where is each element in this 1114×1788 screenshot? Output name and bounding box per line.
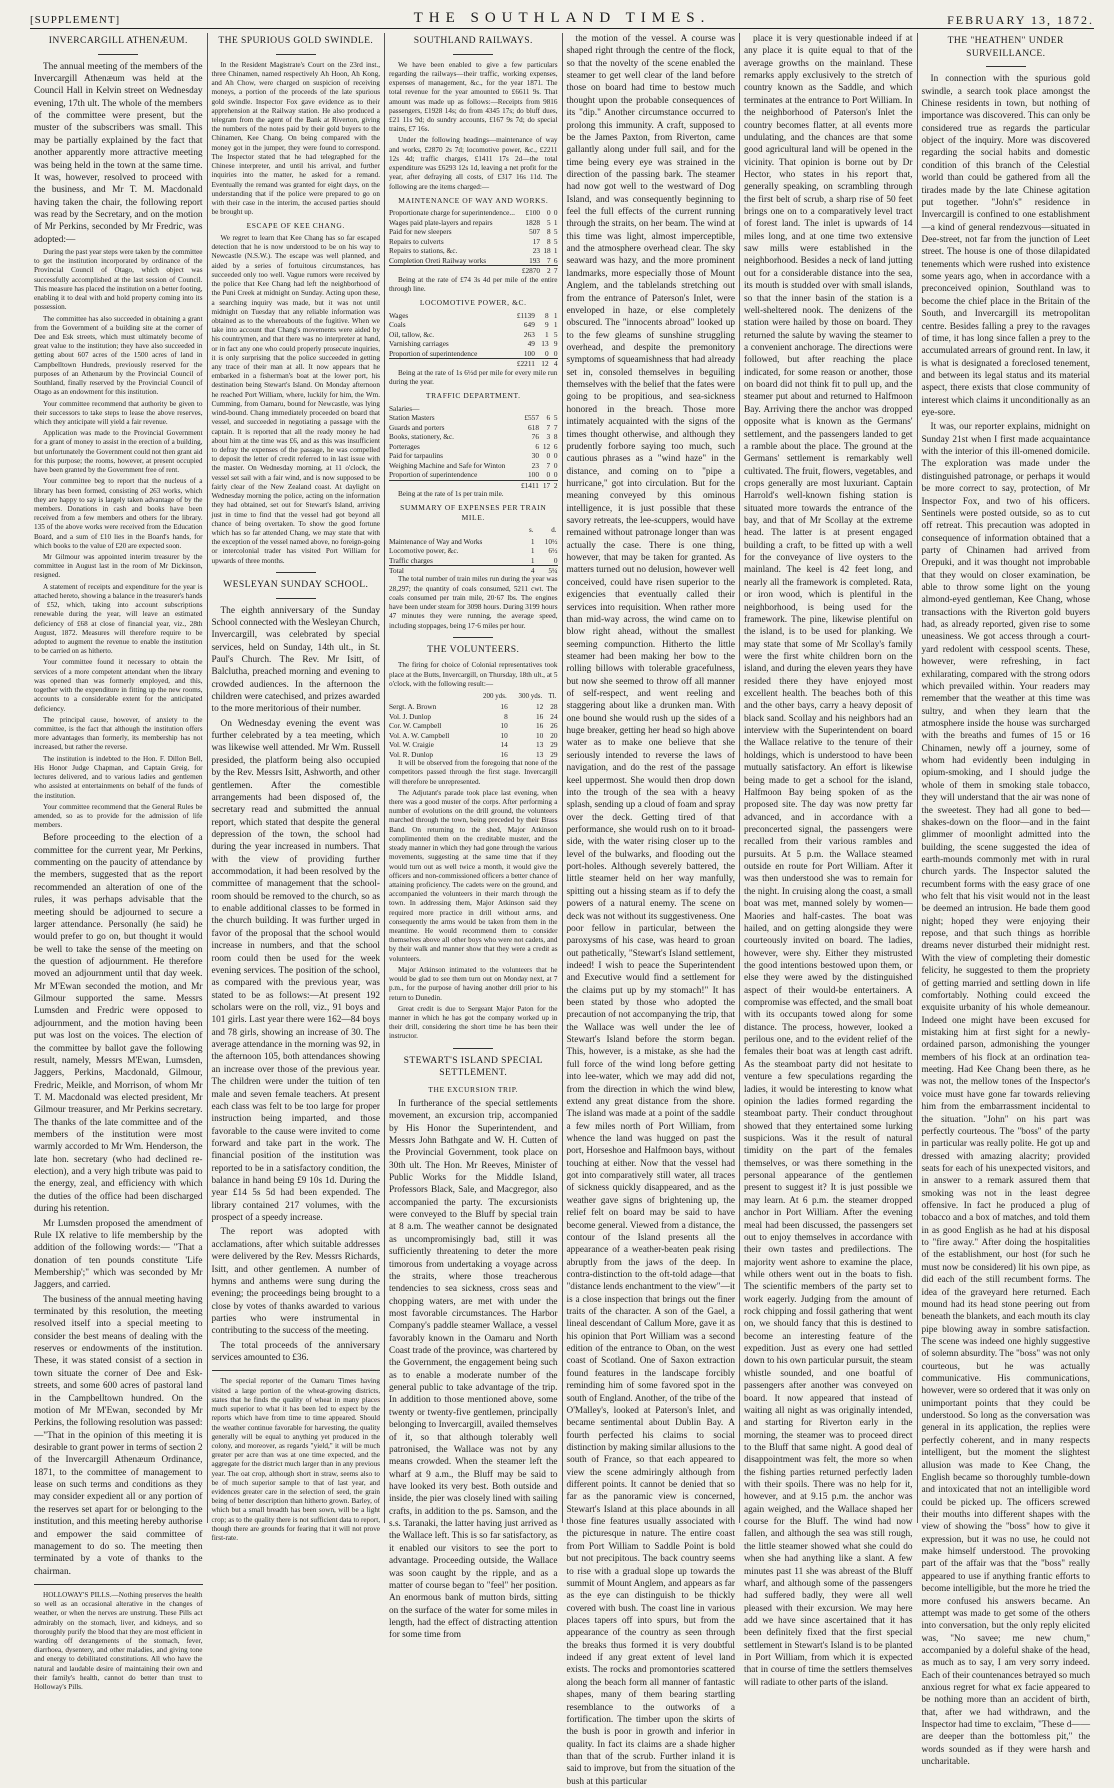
paragraph: The firing for choice of Colonial representatives took place at the Butts, Invercargill, on Thursday, 18th ult., at 5 o'clock, with the following result:— xyxy=(389,661,558,688)
paragraph: place it is very questionable indeed if at any place it is quite equal to that of the average growths on the mainland. These remarks apply exclusively to the stretch of country known as the Saddle, and which terminates at the entrance to Port William. In the neighborhood of Paterson's Inlet the country becomes flatter, at all events more undulating, and the chances are that some good agricultural land will be opened in the vicinity. That opinion is borne out by Dr Hector, who states in his report that, generally speaking, on scrambling through the first belt of scrub, a sharp rise of 50 feet brings one on to a comparatively level tract of forest land. The inlet is upwards of 14 miles long, and at one time two extensive saw mills were established in the neighborhood. Besides a neck of land jutting out for a considerable distance into the sea, its mouth is studded over with small islands, so that the inner basin of the station is a well-sheltered nook. The denizens of the station were hailed by those on board. They returned the salute by waving the steamer to a convenient anchorage. The directions were followed, but after reaching the place indicated, for some reason or another, those on board did not think fit to pull up, and the steamer put about and returned to Halfmoon Bay. Arriving there the anchor was dropped opposite what is known as the Germans' settlement, and the passengers landed to get a ramble about the place. The ground at the Germans' settlement is remarkably well cultivated. The fruit, flowers, vegetables, and crops generally are most luxuriant. Captain Harrold's well-known fishing station is situated more towards the entrance of the bay, and that of Mr Scollay at the extreme head. The latter is at present engaged building a craft, to be fitted up with a well for the conveyance of live oysters to the mainland. The keel is 42 feet long, and nearly all the framework is completed. Rata, or iron wood, which is plentiful in the neighborhood, is being used for the framework. The pine, likewise plentiful on the island, is to be used for planking. We may state that some of Mr Scollay's family were the first white children born on the island, and during the eleven years they have resided there they have enjoyed most excellent health. The beaches both of this and the other bays, carry a heavy deposit of black sand. Scollay and his neighbors had an interview with the Superintendent on board the Wallace relative to the tenure of their holdings, which is understood to have been mutually satisfactory. An effort is likewise being made to get a school for the island, Halfmoon Bay being spoken of as the proposed site. The day was now pretty far advanced, and in accordance with a preconcerted signal, the passengers were recalled from their various rambles and pursuits. At 5 p.m. the Wallace steamed outside en route for Port William. After it was then understood she was to remain for the night. In cruising along the coast, a small boat was met, manned solely by women—Maories and half-castes. The boat was hailed, and on getting alongside they were courteously invited on board. The ladies, however, were shy. Either they mistrusted the good intentions bestowed upon them, or else they were awed by the distinguished aspect of their would-be entertainers. A compromise was effected, and the small boat with its occupants towed along for some distance. The process, however, looked a perilous one, and to the evident relief of the females their boat was at length cast adrift. As the steamboat party did not hesitate to venture a few speculations regarding the ladies, it would be interesting to know what opinion the ladies formed regarding the steamboat party. Their conduct throughout showed that they entertained some lurking suspicions. Was it the result of natural timidity on the part of the females themselves, or was there something in the personal appearance of the gentlemen present to suggest it? It is just possible we may learn. At 6 p.m. the steamer dropped anchor in Port William. After the evening meal had been discussed, the passengers set out to enjoy themselves in accordance with their own tastes and predilections. The majority went ashore to examine the place, while others went out in the boats to fish. The scientific members of the party set to work eagerly. Judging from the amount of rock chipping and fossil gathering that went on, we should fancy that this is destined to become an interesting feature of the expedition. Just as every one had settled down to his own particular pursuit, the steam whistle sounded, and one boatful of passengers after another was conveyed on board. It now appeared that instead of waiting all night as was originally intended, and starting for Riverton early in the morning, the steamer was to proceed direct to the Bluff that same night. A good deal of disappointment was felt, the more so when the fishing parties returned perfectly laden with their spoils. There was no help for it, however, and at 9.15 p.m. the anchor was again weighed, and the Wallace shaped her course for the Bluff. The wind had now fallen, and although the sea was still rough, the little steamer showed what she could do when she had anything like a slant. A few minutes past 11 she was abreast of the Bluff wharf, and although some of the passengers had suffered badly, they were all well pleased with their excursion. We may here add we have since ascertained that it has been definitely fixed that the first special settlement in Stewart's Island is to be planted in Port William, from which it is expected that in course of time the settlers themselves will radiate to other parts of the island. xyxy=(744,34,913,1688)
table-cell-value: 1 xyxy=(553,320,558,330)
table-cell-value: 1 xyxy=(530,546,535,556)
table-cell-value: 1 xyxy=(530,536,535,546)
table-cell-label xyxy=(389,359,507,369)
paragraph: The annual meeting of the members of the Invercargill Athenæum was held at the Council Hall in Kelvin street on Wednesday evening, 17th ult. The whole of the members of the committee were present, but the muster of the subscribers was small. This may be partially explained by the fact that another apparently more attractive meeting was being held in the town at the same time. It was, however, resolved to proceed with the business, and Mr T. M. Macdonald having taken the chair, the following report was read by the Secretary, and on the motion of Mr Perkins, seconded by Mr Fredric, was adopted:— xyxy=(34,61,203,245)
table-cell-label: Repairs to stations, &c. xyxy=(389,246,458,256)
table-cell-label: Completion Oreti Railway works xyxy=(389,255,487,265)
table-header-cell: 300 yds. xyxy=(518,692,543,701)
table-row xyxy=(389,432,558,441)
paragraph: During the past year steps were taken by the committee to get the institution incorporated by ordinance of the Provincial Council of Otago, which object was successfully accomplished at the last session of Council. This measure has placed the institution on a better footing, enabling it to deal with and hold property coming into its possession. xyxy=(34,248,203,312)
column-3 xyxy=(385,33,563,1641)
table-row xyxy=(389,320,558,329)
table-row xyxy=(389,750,558,759)
divider xyxy=(453,54,493,55)
table-cell-label: Coals xyxy=(389,320,406,330)
table-row xyxy=(389,702,558,711)
table-cell-value: 17 xyxy=(532,236,541,246)
table-cell-label: Varnishing carriages xyxy=(389,339,449,349)
advert-text: HOLLOWAY'S PILLS.—Nothing preserves the health so well as an occasional alterative in the changes of weather, or when the nerves are unstrung. These Pills act admirably on the stomach, liver, and kidneys, and so thoroughly purify the blood that they are most efficient in warding off derangements of the stomach, fever, diarrhoea, dysentery, and other maladies, and giving tone and energy to debilitated constitutions. All who have the natural and laudable desire of maintaining their own and their family's health, cannot do better than trust to Holloway's Pills. xyxy=(34,1590,203,1692)
table-row xyxy=(389,256,558,266)
table-cell-value: 263 xyxy=(523,329,535,339)
divider xyxy=(453,637,493,638)
table-row xyxy=(389,227,558,236)
table-cell-label: Proportion of superintendence xyxy=(389,348,478,358)
table-cell-label: Oil, tallow, &c. xyxy=(389,329,435,339)
table-cell-value: £100 xyxy=(525,208,541,218)
paragraph: It was, our reporter explains, midnight on Sunday 21st when I first made acquaintance with the interior of this ill-omened domicile. The exploration was made under the distinguished patronage, or perhaps it would be more correct to say, protection, of Mr Inspector Fox, and two of his officers. Sentinels were posted outside, so as to cut off retreat. This precaution was adopted in consequence of information obtained that a party of Chinamen had arrived from Orepuki, and it was thought not improbable that they would on closer examination, be able to throw some light on the young almond-eyed gentleman, Kee Chang, whose transactions with the Riverton gold buyers had, as already reported, given rise to some uneasiness. We got access through a court-yard redolent with cesspool scents. These, however, were refreshing, in fact exhilarating, compared with the strong odors which prevailed within. Your readers may remember that the weather at this time was sultry, and when they learn that the atmosphere inside the house was surcharged with the breaths and fumes of 15 or 16 Chinamen, newly off a journey, some of whom had evidently been indulging in opium-smoking, and I should judge the whole of them in smoking stale tobacco, they will understand that the air was none of the sweetest. They had all gone to bed—shakes-down on the floor—and in the faint glimmer of moonlight admitted into the building, the scene suggested the idea of earth-mounds commonly met with in rural church yards. The Inspector saluted the recumbent forms with the easy grace of one who felt that his visit would not in the least be deemed an intrusion. He bade them good night; hoped they were enjoying their repose, and that such things as horrible dreams never disturbed their midnight rest. With the view of completing their domestic felicity, he suggested to them the propriety of getting married and settling down in life comfortably. Nothing could exceed the exquisite urbanity of his whole demeanour. Indeed one might have been excused for mistaking him at first sight for a newly-ordained parson, admonishing the younger members of his flock at an ordination tea-meeting. Had Kee Chang been there, as he was not, the mellow tones of the Inspector's voice must have gone far towards relieving him from the embarrassment incidental to the situation. "John" on his part was perfectly courteous. The "boss" of the party in particular was really polite. He got up and dressed with amazing alacrity; provided seats for each of his unexpected visitors, and in answer to a remark assured them that smoking was not in the least degree offensive. In fact he produced a plug of tobacco and a box of matches, and told them in as good English as he had at his disposal to "fire away." After doing the hospitalities of the establishment, our host (for such he must now be considered) lit his own pipe, as did each of the still recumbent forms. The idea of the graveyard here returned. Each mound had its head stone peering out from beneath the blankets, and each mouth its clay pipe blowing away in sombre satisfaction. The scene was indeed one highly suggestive of solemn absurdity. The "boss" was not only courteous, but he was actually communicative. His communications, however, were so ordered that it was only on unimportant points that they could be understood. So long as the conversation was general in its application, the replies were perfectly coherent, and in many respects intelligent, but the moment the slightest allusion was made to Kee Chang, the English became so thoroughly tumble-down and intoxicated that not an intelligible word could be picked up. The officers screwed their mouths into different shapes with the view of showing the "boss" how to give it expression, but it was no use, he could not make himself understood. The provoking part of the affair was that the "boss" really appeared to use if anything frantic efforts to become intelligible, but the more he tried the more confused his answers became. An attempt was made to get some of the others into conversation, but the only reply elicited was, "No savee; me new chum," accompanied by a doleful shake of the head, as much as to say, I am very sorry indeed. Each of their countenances betrayed so much anxious regret for what ex facie appeared to be nothing more than an accident of birth, that, after we had withdrawn, and the Inspector had time to exclaim, "These d—— are deeper than the bottomless pit," the words sounded as if they were harsh and uncharitable. xyxy=(921,422,1090,1768)
table-header-cell: d. xyxy=(551,526,557,535)
table-cell-value: 649 xyxy=(523,320,535,330)
table-cell-value: 100 xyxy=(523,348,535,358)
table-row xyxy=(389,565,558,575)
table-cell-label: Porterages xyxy=(389,441,420,451)
article-body xyxy=(34,832,203,1578)
table-body xyxy=(389,702,558,759)
paragraph: In furtherance of the special settlements movement, an excursion trip, accompanied by His Honor the Superintendent, and Messrs John Bathgate and W. H. Cutten of the Provincial Government, took place on 30th ult. The Hon. Mr Reeves, Minister of Public Works for the Middle Island, Professors Black, Sale, and Macgregor, also accompanied the party. The excursionists were conveyed to the Bluff by special train at 8 a.m. The weather cannot be designated as uncompromisingly bad, still it was sufficiently threatening to deter the more timorous from undertaking a voyage across the straits, where those treacherous tendencies to sea sickness, cross seas and chopping waters, are met with under the most favorable circumstances. The Harbor Company's paddle steamer Wallace, a vessel favorably known in the Oamaru and North Coast trade of the province, was chartered by the Government, the engagement being such as to enable a moderate number of the general public to take advantage of the trip. In addition to those mentioned above, some twenty or twenty-five gentlemen, principally belonging to Invercargill, availed themselves of it, so that although tolerably well patronised, the Wallace was not by any means crowded. When the steamer left the wharf at 9 a.m., the Bluff may be said to have looked its very best. Both outside and inside, the pier was closely lined with sailing crafts, in addition to the ps. Samson, and the s.s. Taranaki, the latter having just arrived as the Wallace left. This is so far satisfactory, as it enabled our visitors to see the port to advantage. Proceeding outside, the Wallace was soon caught by the ripple, and as a matter of course began to "feel" her position. An enormous bank of mutton birds, sitting on the surface of the water for some miles in length, had the effect of distracting attention for some time from xyxy=(389,1098,558,1641)
table-header-row xyxy=(389,691,558,702)
paragraph: Mr Lumsden proposed the amendment of Rule IX relative to life membership by the addition of the following words:— "That a donation of ten pounds constitute 'Life Membership';" which was seconded by Mr Jaggers, and carried. xyxy=(34,1218,203,1291)
newspaper-title: THE SOUTHLAND TIMES. xyxy=(413,10,711,26)
table-cell-value: 10 xyxy=(500,721,508,731)
masthead xyxy=(30,8,1094,29)
table-heading: SUMMARY OF EXPENSES PER TRAIN MILE. xyxy=(400,503,547,522)
subheading: ESCAPE OF KEE CHANG. xyxy=(246,221,345,231)
article-body xyxy=(212,1377,381,1543)
athenaeum-report xyxy=(34,248,203,830)
table-cell-value: 5 xyxy=(553,413,558,423)
table-cell-value: 1 xyxy=(530,555,535,565)
table-cell-value: 1 xyxy=(553,217,558,227)
table-cell-value: 13 xyxy=(535,740,544,750)
paragraph: Your committee recommend that authority be given to their successors to take steps to lease the above reserves, which they anticipate will yield a fair revenue. xyxy=(34,399,203,426)
column-1 xyxy=(30,33,208,1692)
article-body xyxy=(212,61,381,566)
table-row xyxy=(389,740,558,749)
table-cell-value: £1411 xyxy=(516,480,539,490)
table-cell-label: Wages paid plate-layers and repairs xyxy=(389,217,493,227)
divider xyxy=(276,54,316,55)
article-title-volunteers: THE VOLUNTEERS. xyxy=(427,643,520,655)
table-row xyxy=(389,721,558,730)
paragraph: Before proceeding to the election of a committee for the current year, Mr Perkins, commenting on the paucity of attendance by the members, suggested that as the report recommended an alteration of one of the rules, it was perhaps advisable that the meeting should be adjourned to secure a larger attendance. Personally (he said) he would prefer to go on, but thought it would be well to take the sense of the meeting on the question of adjournment. He therefore moved an adjournment until that day week. Mr M'Ewan seconded the motion, and Mr Gilmour supported the same. Messrs Lumsden and Fredric were opposed to adjournment, and the motion having been put was lost on the voices. The election of the committee by ballot gave the following result, namely, Messrs M'Ewan, Lumsden, Jaggers, Perkins, Macdonald, Gilmour, Fredric, Meikle, and Morrison, of whom Mr T. M. Macdonald was elected president, Mr Gilmour treasurer, and Mr Perkins secretary. The thanks of the late committee and of the members of the institution were most warmly accorded to Mr Wm. Henderson, the late hon. secretary (who had declined re-election), and a very high tribute was paid to the energy, zeal, and efficiency with which the duties of the office had been discharged during his retention. xyxy=(34,833,203,1215)
table-row xyxy=(389,330,558,339)
table-row xyxy=(389,731,558,740)
table-cell-value: 10 xyxy=(500,730,508,740)
article-title-gold-swindle: THE SPURIOUS GOLD SWINDLE. xyxy=(218,35,374,46)
table-row xyxy=(389,556,558,566)
paragraph: The Adjutant's parade took place last evening, when there was a good muster of the corps. After performing a number of evolutions on the drill ground, the volunteers marched through the town, being preceded by their Brass Band. On returning to the shed, Major Atkinson complimented them on the creditable muster, and the steady manner in which they had gone through the various movements, suggesting at the same time that if they would turn out as well twice a month, it would give the officers and non-commissioned officers a better chance of attaining proficiency. The cadets were on the ground, and accompanied the volunteers in their march through the town. In addressing them, Major Atkinson said they required more practice in drill without arms, and consequently the arms would be taken from them in the meantime. He would recommend them to consider themselves above all other boys who were not cadets, and by their walk and manner show that they were a credit as volunteers. xyxy=(389,788,558,963)
paragraph: The institution is indebted to the Hon. F. Dillon Bell, His Honor Judge Chapman, and Captain Greig, for lectures delivered, and to various ladies and gentlemen who assisted at entertainments on behalf of the funds of the institution. xyxy=(34,754,203,800)
table-cell-value: 28 xyxy=(550,702,558,712)
table-cell-value: 12 xyxy=(542,441,551,451)
table-header-cell: 200 yds. xyxy=(483,692,507,701)
table-cell-value: 16 xyxy=(535,721,544,731)
table-cell-value: 5 xyxy=(553,227,558,237)
table-cell-label xyxy=(389,266,518,276)
table-cell-value: 9 xyxy=(544,320,549,330)
paragraph: Your committee found it necessary to obtain the services of a more competent attendant when the library was opened than was formerly employed, and this, together with the expenditure in fitting up the new rooms, accounts to a considerable extent for the anticipated deficiency. xyxy=(34,658,203,713)
table-cell-label: Vol. R. Dunlop xyxy=(389,749,434,759)
paragraph: In connection with the spurious gold swindle, a search took place amongst the Chinese residents in town, but nothing of importance was discovered. This can only be considered true as regards the particular object of the inquiry. More was discovered regarding the social habits and domestic condition of this branch of the Celestial world than could be gathered from all the tirades made by the late Chinese agitation put together. "John's" residence in Invercargill is confined to one establishment—a kind of general rendezvous—situated in Dee-street, not far from the junction of Leet street. The house is one of those dilapidated tenements which were rushed into existence some years ago, when in accordance with a preconceived opinion, Southland was to become the chief place in the Britain of the South, and Invercargill its metropolitan centre. Besides falling a prey to the ravages of time, it has long since fallen a prey to the accumulated arrears of ground rent. In law, it is what is designated a foreclosed tenement, and between its legal status and its material aspect, there exists that close community of interest which claims it unconditionally as an eye-sore. xyxy=(921,74,1090,419)
table-row xyxy=(389,208,558,217)
table-header-cell: Tl. xyxy=(548,692,557,701)
table-row xyxy=(389,712,558,721)
article-title-stewarts-island: STEWART'S ISLAND SPECIAL SETTLEMENT. xyxy=(403,1054,543,1079)
table-cell-value: 1828 xyxy=(525,217,541,227)
column-6 xyxy=(918,33,1095,1768)
table-heading: MAINTENANCE OF WAY AND WORKS. xyxy=(398,195,549,205)
table-cell-value: 14 xyxy=(500,740,508,750)
table-row xyxy=(389,339,558,348)
table-cell-value: 10½ xyxy=(544,536,558,546)
column-4 xyxy=(563,33,741,1787)
table-cell-value: 17 xyxy=(539,480,550,490)
table-cell-value xyxy=(539,404,550,413)
table-cell-value: 193 xyxy=(529,255,541,265)
table-cell-value: 0 xyxy=(553,208,558,218)
paragraph: Your committee beg to report that the nucleus of a library has been formed, consisting of 263 works, which they are happy to say is largely taken advantage of by the members. Donations in cash and books have been received from a few members and others for the library. 135 of the above works were received from the Education Board, and a sum of £10 lies in the Board's hands, for which books to the value of £20 are expected soon. xyxy=(34,477,203,550)
traffic-table xyxy=(389,404,558,490)
table-cell-label: Vol. J. Dunlop xyxy=(389,711,432,721)
table-cell-value: 7 xyxy=(551,266,558,276)
paragraph: The committee has also succeeded in obtaining a grant from the Government of a building site at the corner of Dee and Esk streets, which must ultimately become of great value to the institution; they have also succeeded in getting about 607 acres of the 1500 acres of land in Campbelltown Hundreds, previously reserved for the purposes of an Athenæum by the Provincial Council of Southland, finally reserved by the Provincial Council of Otago as an endowment for this institution. xyxy=(34,314,203,397)
paragraph: On Wednesday evening the event was further celebrated by a tea meeting, which was likewise well attended. Mr Wm. Russell presided, the platform being also occupied by the Rev. Messrs Isitt, Ashworth, and other gentlemen. After the comestible arrangements had been disposed of, the secretary read and submitted the annual report, which stated that despite the general depression of the town, the school had during the year increased in numbers. That with the view of providing further accommodation, it had been resolved by the committee of management that the school-room should be removed to the church, so as to enable additional classes to be formed in the church building. It was further urged in favor of the proposal that the school would increase in numbers, and that the school room could then be used for the week evening services. The position of the school, as compared with the previous year, was stated to be as follows:—At present 192 scholars were on the roll, viz., 91 boys and 101 girls. Last year there were 162—84 boys and 78 girls, showing an increase of 30. The average attendance in the morning was 92, in the afternoon 105, both attendances showing an increase over those of the previous year. The children were under the tuition of ten male and seven female teachers. At present each class was felt to be too large for proper instruction being imparted, and those favorable to the cause were invited to come forward and take part in the work. The financial position of the institution was reported to be in a satisfactory condition, the balance in hand being £9 10s 1d. During the year £14 5s 5d had been expended. The library contained 217 volumes, with the prospect of a speedy increase. xyxy=(211,718,380,1224)
table-row xyxy=(389,461,558,470)
paragraph: Under the following headings—maintenance of way and works, £2870 2s 7d; locomotive power, &c., £2211 12s 4d; traffic charges, £1411 17s 2d—the total expenditure was £6293 12s 1d, leaving a net profit for the year, after defraying all costs, of £317 16s 11d. The following are the items charged:— xyxy=(389,136,558,191)
table-cell-value: 12 xyxy=(535,359,549,369)
table-cell-value: 100 xyxy=(528,470,539,480)
table-heading: LOCOMOTIVE POWER, &C. xyxy=(419,298,527,308)
table-body xyxy=(389,311,558,369)
table-cell-value: 13 xyxy=(541,339,549,349)
table-row xyxy=(389,546,558,555)
table-cell-value: 16 xyxy=(535,711,544,721)
article-title-wesleyan: WESLEYAN SUNDAY SCHOOL. xyxy=(223,578,369,590)
paragraph: Great credit is due to Sergeant Major Paton for the manner in which he has got the company worked up in their drill, considering the short time he has been their instructor. xyxy=(389,1004,558,1041)
table-cell-value: 18 xyxy=(543,246,551,256)
divider xyxy=(276,572,316,573)
table-cell-value: 29 xyxy=(550,749,558,759)
table-cell-label xyxy=(389,480,516,490)
table-row xyxy=(389,470,558,480)
table-cell-value: 0 xyxy=(553,555,558,565)
table-cell-value: 2 xyxy=(550,480,557,490)
table-cell-value: 3 xyxy=(546,432,551,442)
table-header-cell: s. xyxy=(529,526,534,535)
table-cell-label: Cor. W. Campbell xyxy=(389,721,442,731)
divider xyxy=(212,1370,381,1371)
table-cell-value: 24 xyxy=(550,711,558,721)
table-cell-value: 26 xyxy=(550,721,558,731)
table-cell-label: Wages xyxy=(389,310,409,320)
article-body xyxy=(34,61,203,246)
article-body xyxy=(389,1098,558,1642)
paragraph: Application was made to the Provincial Government for a grant of money to assist in the erection of a building, but unfortunately the Government could not then grant aid for this purpose; the rooms, however, at present occupied have been granted by the Government free of rent. xyxy=(34,429,203,475)
table-cell-value: 13 xyxy=(535,749,544,759)
firing-results-table xyxy=(389,691,558,759)
paragraph: The business of the annual meeting having terminated by this resolution, the meeting resolved itself into a special meeting to consider the best means of dealing with the reserves or endowments of the institution. These, it was stated consist of a section in town situate the corner of Dee and Esk-streets, and some 600 acres of pastoral land in the Campbelltown hundred. On the motion of Mr M'Ewan, seconded by Mr Perkins, the following resolution was passed:—"That in the opinion of this meeting it is desirable to grant power in terms of section 2 of the Invercargill Athenæum Ordinance, 1871, to the committee of management to lease on such terms and conditions as they may consider expedient all or any portion of the reserves set apart for or belonging to the institution, and this meeting hereby authorise and empower the said committee of management to do so. The meeting then terminated by a vote of thanks to the chairman. xyxy=(34,1294,203,1577)
table-cell-value: 0 xyxy=(553,348,558,358)
table-row xyxy=(389,423,558,432)
paragraph: Being at the rate of 1s 6½d per mile for every mile run during the year. xyxy=(389,368,558,386)
divider xyxy=(453,1048,493,1049)
paragraph: The total proceeds of the anniversary services amounted to £36. xyxy=(211,1340,380,1364)
column-5 xyxy=(740,33,918,1688)
table-cell-value: 8 xyxy=(544,310,549,320)
table-cell-value: 0 xyxy=(553,470,558,480)
table-cell-value: 5 xyxy=(553,236,558,246)
table-cell-label: Station Masters xyxy=(389,413,435,423)
divider xyxy=(34,1584,203,1585)
table-cell-value: 20 xyxy=(550,730,558,740)
paragraph: A statement of receipts and expenditure for the year is attached hereto, showing a balance in the treasurer's hands of £52, which, taking into account subscriptions renewable during the year, will leave an estimated deficiency of £68 at close of financial year, viz., 28th August, 1872. Measures will therefore require to be adopted to augment the revenue to enable the institution to be carried on as hitherto. xyxy=(34,582,203,656)
table-heading: TRAFFIC DEPARTMENT. xyxy=(425,391,521,401)
paragraph: We have been enabled to give a few particulars regarding the railways—their traffic, working expenses, expenses of management, &c., for the year 1871. The total revenue for the year amounted to £6611 9s. That amount was made up as follows:—Receipts from 9816 passengers, £1928 14s; do from 4345 17s; do bluff dues, £21 11s 9d; do sundry accounts, £167 9s 7d; do special trains, £7 16s. xyxy=(389,60,558,134)
paragraph: The total number of train miles run during the year was 28,297; the quantity of coals consumed, 5211 cwt. The coals consumed per train mile, 20·67 lbs. The engines have been under steam for 3098 hours. During 3199 hours 47 minutes they were running, the average speed, including stoppages, being 17·6 miles per hour. xyxy=(389,575,558,630)
table-cell-value: 2 xyxy=(540,266,551,276)
table-row xyxy=(389,246,558,255)
table-cell-label: Proportionate charge for superintendence... xyxy=(389,208,515,218)
table-row xyxy=(389,404,558,413)
table-cell-label: Books, stationery, &c. xyxy=(389,432,454,442)
table-cell-value: 0 xyxy=(553,451,558,461)
article-title-railways: SOUTHLAND RAILWAYS. xyxy=(413,35,533,46)
table-cell-value: 6 xyxy=(546,413,551,423)
table-cell-value: 0 xyxy=(546,470,551,480)
table-cell-label: Repairs to culverts xyxy=(389,236,444,246)
table-cell-value: 16 xyxy=(500,702,508,712)
table-cell-value: 8 xyxy=(546,236,551,246)
issue-date: FEBRUARY 13, 1872. xyxy=(947,13,1094,27)
table-cell-value: 5 xyxy=(546,217,551,227)
table-cell-value: 0 xyxy=(546,208,551,218)
table-cell-value: 5 xyxy=(553,329,558,339)
table-cell-value: 8 xyxy=(546,227,551,237)
paragraph: the motion of the vessel. A course was shaped right through the centre of the flock, so that the novelty of the scene enabled the steamer to get well clear of the land before those on board had time to bestow much thought upon the probable consequences of its "dip." Another circumstance occurred to prolong this immunity. A craft, supposed to be the James Paxton, from Riverton, came gallantly along under full sail, and for the time being every eye was strained in the direction of the passing bark. The steamer had now got well to the westward of Dog Island, and was consequently beginning to feel the full effects of the current running through the straits, on her beam. The wind at this time was light, almost imperceptible, and the atmosphere overhead clear. The sky seaward was hazy, and the more prominent landmarks, more especially those of Mount Anglem, and the tablelands stretching out from the entrance of Paterson's Inlet, were enveloped in haze, or else completely obscured. The "innocents abroad" looked up to the few gleams of sunshine struggling overhead, and despite the premonitory symptoms of squeamishness that had already set in, consoled themselves in beguiling themselves with the belief that the fates were going to be propitious, and sea-sickness honored in the breach. Those more intimately acquainted with the signs of the times thought otherwise, and although they prudently forbore saying too much, such cautious phrases as a "wind haze" in the distance, and coming on to "pipe a hurricane," got into circulation. But for the meaning conveyed by this ominous intelligence, it is just possible that these savory retreats, the lee-scuppers, would have remained without patronage longer than was actually the case. There is one thing, however, that may be taken for granted. As matters turned out no delusion, however well conceived, could have risen superior to the exigencies that eventually called their services into requisition. When rather more than mid-way across, the wind came on to blow right ahead, without the smallest seeming compunction. Hitherto the little steamer had been making her bow to the rolling billows with tolerable gracefulness, but now she seemed to throw off all manner of self-respect, and went reeling and staggering about like a drunken man. With one bound she would rush up the sides of a huge breaker, getting her head so high above water as to make one believe that she seriously intended to reverse the laws of navigation, and do the rest of the passage keel uppermost. She would then drop down into the trough of the sea with a heavy splash, sending up a cloud of foam and spray over the deck. Getting tired of that performance, she would rush on to it broad-side, with the water rising closer up to the level of the bulwarks, and flooding out the port-holes. Although severely battered, the little steamer held on her way manfully, spitting out a hissing steam as if to defy the powers of a natural enemy. The scene on deck was not without its suggestiveness. One poor fellow in particular, between the paroxysms of his case, was heard to groan out pathetically, "Stewart's Island settlement, indeed! I wish to peace the Superintendent and Executive would find a settlement for the claims put up by my stomach!" It has been stated by those who adopted the precaution of not accompanying the trip, that the Wallace was well under the lee of Stewart's Island before the storm began. This, however, is a mistake, as she had the full force of the wind long before getting into lee-water, which we may add did not, from the direction in which the wind blew, extend any great distance from the shore. The island was made at a point of the saddle a few miles north of Port William, from whence the land was hugged on past the port, Horseshoe and Halfmoon bays, without touching at either. Now that the vessel had got into comparatively still water, all traces of sickness quickly disappeared, and as the weather gave signs of brightening up, the relief felt on board may be said to have become general. Viewed from a distance, the contour of the Island presents all the appearance of a weather-beaten peak rising abruptly from the jaws of the deep. In contra-distinction to the oft-told adage—that "distance lends enchantment to the view"—it is a close inspection that brings out the finer traits of the character. A son of the Gael, a lineal descendant of Callum More, gave it as his opinion that Port William was a second edition of the entrance to Oban, on the west coast of Scotland. One of Saxon extraction found features in the landscape forcibly reminding him of some favored spot in the south of England. Another, of the tribe of the O'Malley's, looked at Paterson's Inlet, and became sentimental about Dublin Bay. A fourth perfected his claims to social distinction by making similar allusions to the south of France, so that each appeared to view the scene admiringly although from different points. It cannot be denied that so far as the panoramic view is concerned, Stewart's Island at this place abounds in all those fine features usually associated with the picturesque in nature. The entire coast from Port William to Saddle Point is bold but not precipitous. The back country seems to rise with a gradual slope up towards the summit of Mount Anglem, and appears as far as the eye can distinguish to be thickly covered with bush. The coast line in various places tapers off into spurs, but from the appearance of the country as seen through the breaks thus formed it is very doubtful indeed if any great extent of level land exists. The rocks and promontories scattered along the beach form all manner of fantastic shapes, many of them bearing startling resemblance to the outworks of a fortification. The timber upon the skirts of the bush is poor in growth and inferior in quality. In fact its claims are a shade higher than that of the scrub. Further inland it is said to improve, but from the situation of the bush at this particular xyxy=(566,34,735,1787)
table-header-cell xyxy=(389,691,472,702)
table-cell-value: 1 xyxy=(553,246,558,256)
table-row xyxy=(389,237,558,246)
article-body xyxy=(389,61,558,631)
table-cell-value: 8 xyxy=(553,432,558,442)
table-cell-value: 6 xyxy=(553,441,558,451)
paragraph: Your committee recommend that the General Rules be amended, so as to provide for the admission of life members. xyxy=(34,802,203,830)
table-cell-label: Vol. A. W. Campbell xyxy=(389,730,450,740)
table-cell-value: 1 xyxy=(544,329,549,339)
table-row xyxy=(389,349,558,359)
subheading: THE EXCURSION TRIP. xyxy=(428,1084,519,1094)
table-cell-label: Guards and porters xyxy=(389,422,445,432)
table-cell-label: Maintenance of Way and Works xyxy=(389,536,483,546)
article-title-heathen: THE "HEATHEN" UNDER SURVEILLANCE. xyxy=(947,35,1064,59)
table-cell-value: 0 xyxy=(553,460,558,470)
article-body xyxy=(922,73,1091,1768)
table-header-row xyxy=(389,525,558,536)
table-cell-value xyxy=(550,404,557,413)
table-row xyxy=(389,451,558,460)
table-cell-value: 7 xyxy=(553,422,558,432)
table-cell-label: Paid for tarpaulins xyxy=(389,451,443,461)
table-cell-value: 7 xyxy=(546,255,551,265)
table-cell-value: 5¼ xyxy=(535,565,558,575)
table-cell-value: 507 xyxy=(529,227,541,237)
paragraph: Mr Gilmour was appointed interim treasurer by the committee in August last in the room of Mr Dickinson, resigned. xyxy=(34,553,203,580)
paragraph: We regret to learn that Kee Chang has so far escaped detection that he is now understood to be on his way to Newcastle (N.S.W.). The escape was well planned, and aided by a series of fortuitous circumstances, has succeeded only too well. Vague rumors were received by the police that Kee Chang had left the neighborhood of the Puni Creek at midnight on Sunday. Acting upon these, a searching inquiry was made, but it was not until midnight on Tuesday that any reliable information was obtained as to the whereabouts of the fugitive. When we take into account that Chang's movements were aided by his countrymen, and that there was no interpreter at hand, or in fact any one who could properly prosecute inquiries, it is only surprising that the police succeeded in getting any trace of their man at all. It now appears that he embarked in a fisherman's boat at the lower port, his destination being Stewart's Island. On Monday afternoon he reached Port William, where, luckily for him, the Wm. Cumming, from Oamaru, bound for Newcastle, was lying wind-bound. Chang immediately proceeded on board that vessel, and succeeded in negotiating a passage with the captain. It is reported that all the ready money he had about him at the time was £6, and as this was insufficient to defray the expenses of the passage, he was compelled to deposit the letter of credit referred to in last issue with the master. On Wednesday morning, at 11 o'clock, the vessel set sail with a fair wind, and is now supposed to be fairly clear of the New Zealand coast. At daylight on Wednesday morning the police, acting on the information they had obtained, set out for Stewart's Island, arriving just in time to find that the vessel had got beyond all chance of being overtaken. To show the good fortune which has so far attended Chang, we may state that with the exception of the vessel named above, no foreign-going or intercolonial trader has visited Port William for upwards of three months. xyxy=(211,233,380,565)
table-cell-label: Weighing Machine and Safe for Winton xyxy=(389,460,506,470)
article-title-athenaeum: INVERCARGILL ATHENÆUM. xyxy=(48,35,188,46)
divider xyxy=(276,598,316,599)
table-cell-value: 30 xyxy=(531,451,539,461)
paragraph: The eighth anniversary of the Sunday School connected with the Wesleyan Church, Invercargill, was celebrated by special services, held on Sunday, 14th ult., in St. Paul's Church. The Rev. Mr Isitt, of Balclutha, preached morning and evening to crowded audiences. In the afternoon the children were catechised, and prizes awarded to the more meritorious of their number. xyxy=(211,605,380,715)
table-row xyxy=(389,537,558,546)
table-cell-label: Locomotive power, &c. xyxy=(389,546,459,556)
table-cell-value: 4 xyxy=(525,565,535,575)
table-row xyxy=(389,413,558,422)
table-cell-value: 8 xyxy=(504,711,508,721)
table-cell-value: 12 xyxy=(535,702,544,712)
table-row xyxy=(389,480,558,490)
table-cell-value: 29 xyxy=(550,740,558,750)
table-cell-value: 6 xyxy=(553,255,558,265)
table-cell-value: 16 xyxy=(500,749,508,759)
table-cell-value: 7 xyxy=(546,422,551,432)
article-body xyxy=(389,661,558,1041)
table-cell-value: 23 xyxy=(532,246,541,256)
paragraph: It will be observed from the foregoing that none of the competitors passed through the first stage. Invercargill will therefore be unrepresented. xyxy=(389,759,558,786)
table-cell-value: 10 xyxy=(535,730,544,740)
table-body xyxy=(389,537,558,576)
table-cell-label: Sergt. A. Brown xyxy=(389,702,437,712)
table-cell-value xyxy=(516,404,539,413)
table-row xyxy=(389,442,558,451)
article-body xyxy=(212,605,381,1365)
table-body xyxy=(389,404,558,490)
paragraph: Being at the rate of 1s per train mile. xyxy=(398,490,504,499)
newspaper-page xyxy=(30,33,1094,1787)
table-cell-value: 23 xyxy=(531,460,539,470)
paragraph: Being at the rate of £74 3s 4d per mile of the entire through line. xyxy=(389,275,558,293)
divider xyxy=(98,54,138,55)
table-cell-value: 76 xyxy=(531,432,539,442)
table-cell-value: 9 xyxy=(553,339,558,349)
paragraph: In the Resident Magistrate's Court on the 23rd inst., three Chinamen, named respectively Ah Hoon, Ah Kong, and Ah Chow, were charged on suspicion of receiving moneys, a portion of the proceeds of the late spurious gold swindle. Inspector Fox gave evidence as to their apprehension at the Railway station. He also produced a telegram from the agent of the Bank at Riverton, giving the numbers of the notes paid by their gold buyers to the Chinamen, Kee Chang. On being compared with the money got in the jumper, they were found to correspond. The Inspector stated that he had telegraphed for the Chinese interpreter, and until his arrival, and further inquiries into the matter, he asked for a remand. Eventually the remand was granted for eight days, on the understanding that if the police were prepared to go on with their case in the interim, the accused parties should be brought up. xyxy=(211,60,380,217)
table-cell-value: £2870 xyxy=(518,266,540,276)
paragraph: The report was adopted with acclamations, after which suitable addresses were delivered by the Rev. Messrs Richards, Isitt, and other gentlemen. A number of hymns and anthems were sung during the evening; the proceedings being brought to a close by votes of thanks awarded to various parties who were instrumental in contributing to the success of the meeting. xyxy=(211,1227,380,1337)
divider xyxy=(986,66,1026,67)
table-row xyxy=(389,266,558,276)
summary-table xyxy=(389,525,558,575)
paragraph: The special reporter of the Oamaru Times having visited a large portion of the wheat-growing districts, states that he finds the quality of wheat in many places much superior to what it has been led to expect by the reports which have from time to time appeared. Should the weather continue favorable for harvesting, the quality generally will be equal to anything yet produced in the colony, and moreover, as regards "yield," it will be much greater per acre than was at one time expected, and the aggregate for the district much larger than in any previous year. The oat crop, although short in straw, seems also to be of much superior sample to that of last year, and evidences greater care in the selection of seed, the grain being of better description than hitherto grown. Barley, of which but a small breadth has been sown, will be a light crop; as to the quality there is not sufficient data to report, though there are grounds for fearing that it will not prove first-rate. xyxy=(211,1377,380,1543)
holloway-advert xyxy=(34,1591,203,1692)
table-cell-label: Vol. W. Craigie xyxy=(389,740,434,750)
table-header-cell xyxy=(389,525,525,536)
table-cell-label: Traffic charges xyxy=(389,555,433,565)
table-cell-value: 0 xyxy=(546,451,551,461)
table-row xyxy=(389,218,558,227)
table-cell-value: 49 xyxy=(527,339,535,349)
table-cell-value: 618 xyxy=(528,422,539,432)
column-2 xyxy=(208,33,386,1543)
table-cell-value: 6 xyxy=(535,441,539,451)
paragraph: Major Atkinson intimated to the volunteers that he would be glad to see them turn out on Monday next, at 7 p.m., for the purpose of having another drill prior to his return to Dunedin. xyxy=(389,965,558,1002)
table-cell-value: 4 xyxy=(549,359,558,369)
table-cell-value: £1139 xyxy=(516,310,535,320)
table-row xyxy=(389,311,558,320)
table-cell-value: 0 xyxy=(544,348,549,358)
maintenance-table xyxy=(389,208,558,275)
table-cell-value: £2211 xyxy=(507,359,535,369)
table-row xyxy=(389,359,558,369)
table-body xyxy=(389,208,558,275)
table-cell-value: £557 xyxy=(524,413,539,423)
supplement-label: [SUPPLEMENT] xyxy=(30,14,121,26)
table-cell-label: Proportion of superintendence xyxy=(389,470,478,480)
table-cell-label: Salaries— xyxy=(389,403,420,413)
table-cell-value: 7 xyxy=(546,460,551,470)
table-cell-value: 6½ xyxy=(548,546,558,556)
table-cell-label: Total xyxy=(389,565,525,575)
table-cell-value: 1 xyxy=(553,310,558,320)
paragraph: The principal cause, however, of anxiety to the committee, is the fact that although the institution offers more advantages than formerly, its membership has not increased, but rather the reverse. xyxy=(34,715,203,752)
table-cell-label: Paid for new sleepers xyxy=(389,227,452,237)
locomotive-table xyxy=(389,311,558,369)
